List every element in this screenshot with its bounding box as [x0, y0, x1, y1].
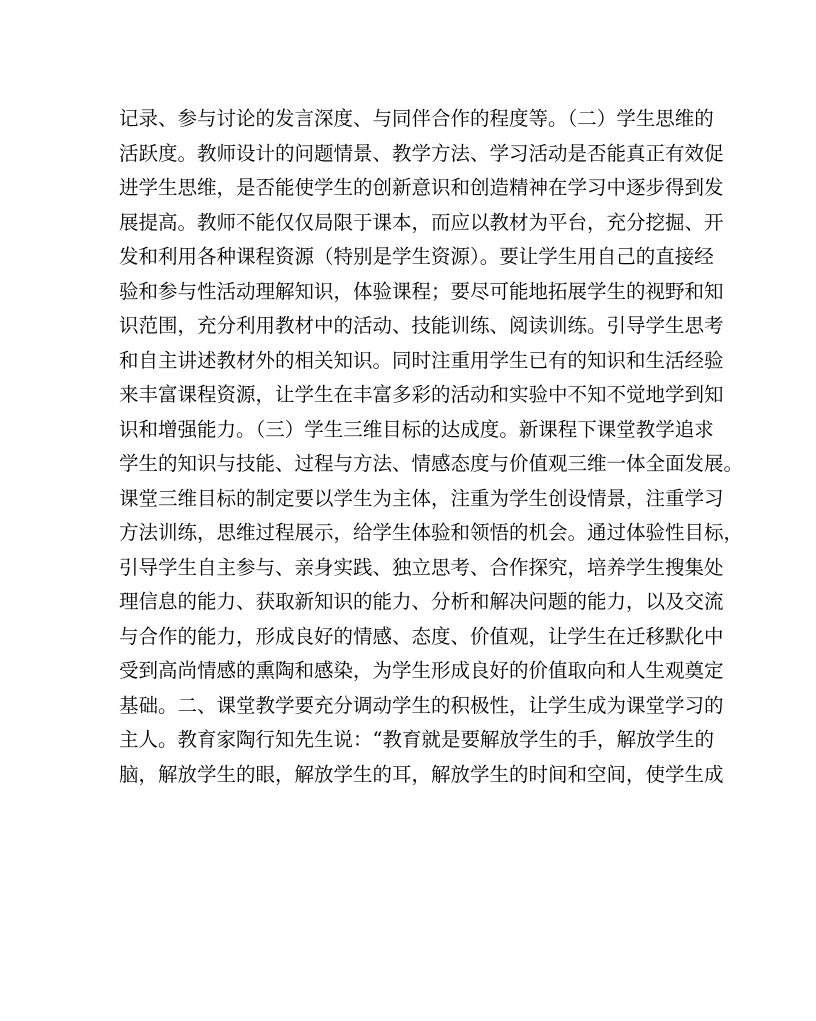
text-line-18: 基础。二、课堂教学要充分调动学生的积极性，让学生成为课堂学习的	[119, 693, 724, 717]
text-line-5: 发和利用各种课程资源（特别是学生资源）。要让学生用自己的直接经	[119, 245, 714, 268]
text-line-19: 主人。教育家陶行知先生说：“教育就是要解放学生的手，解放学生的	[119, 728, 714, 751]
text-line-16: 与合作的能力，形成良好的情感、态度、价值观，让学生在迁移默化中	[119, 624, 724, 648]
text-line-12: 课堂三维目标的制定要以学生为主体，注重为学生创设情景，注重学习	[119, 486, 724, 510]
text-line-3: 进学生思维，是否能使学生的创新意识和创造精神在学习中逐步得到发	[119, 176, 724, 199]
text-line-2: 活跃度。教师设计的问题情景、教学方法、学习活动是否能真正有效促	[119, 141, 724, 165]
text-line-6: 验和参与性活动理解知识，体验课程；要尽可能地拓展学生的视野和知	[119, 279, 724, 303]
text-line-14: 引导学生自主参与、亲身实践、独立思考、合作探究，培养学生搜集处	[119, 555, 724, 579]
text-line-15: 理信息的能力、获取新知识的能力、分析和解决问题的能力，以及交流	[119, 590, 724, 613]
text-line-1: 记录、参与讨论的发言深度、与同伴合作的程度等。（二）学生思维的	[119, 107, 714, 130]
body-text	[119, 102, 744, 792]
text-line-4: 展提高。教师不能仅仅局限于课本，而应以教材为平台，充分挖掘、开	[119, 210, 724, 234]
text-line-9: 来丰富课程资源，让学生在丰富多彩的活动和实验中不知不觉地学到知	[119, 383, 724, 406]
text-line-11: 学生的知识与技能、过程与方法、情感态度与价值观三维一体全面发展。	[119, 452, 744, 475]
text-line-7: 识范围，充分利用教材中的活动、技能训练、阅读训练。引导学生思考	[119, 314, 724, 337]
text-line-17: 受到高尚情感的熏陶和感染，为学生形成良好的价值取向和人生观奠定	[119, 659, 724, 682]
text-line-13: 方法训练，思维过程展示，给学生体验和领悟的机会。通过体验性目标，	[119, 521, 744, 544]
text-line-20: 脑，解放学生的眼，解放学生的耳，解放学生的时间和空间，使学生成	[119, 762, 724, 786]
text-line-8: 和自主讲述教材外的相关知识。同时注重用学生已有的知识和生活经验	[119, 348, 724, 372]
text-line-10: 识和增强能力。（三）学生三维目标的达成度。新课程下课堂教学追求	[119, 417, 714, 441]
